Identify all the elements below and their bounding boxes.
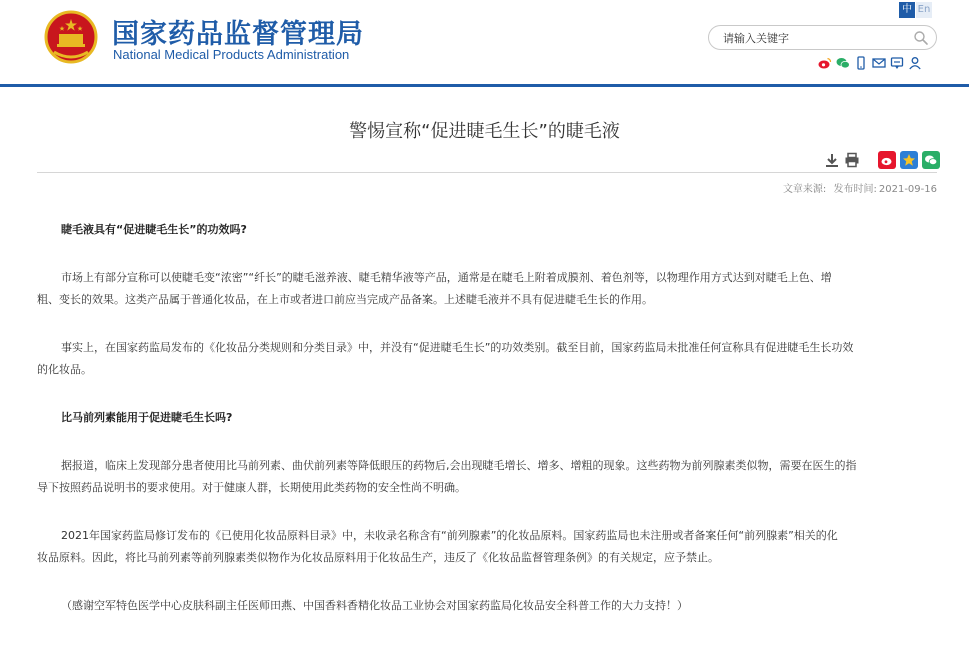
section-heading: 比马前列素能用于促进睫毛生长吗?: [61, 411, 233, 424]
share-qzone-icon[interactable]: [900, 151, 918, 169]
share-weibo-icon[interactable]: [878, 151, 896, 169]
publish-date: 2021-09-16: [878, 184, 937, 195]
date-label: 发布时间:: [833, 184, 877, 195]
download-icon[interactable]: [824, 152, 840, 168]
national-emblem-logo[interactable]: [44, 10, 98, 64]
search-icon[interactable]: [913, 30, 929, 46]
paragraph-1-line-2: 粗、变长的效果。这类产品属于普通化妆品，在上市或者进口前应当完成产品备案。上述睫毛液并不具有促进睫毛生长的作用。: [37, 293, 653, 306]
search-input[interactable]: [723, 29, 909, 47]
article-tools: [824, 151, 940, 169]
acknowledgement: （感谢空军特色医学中心皮肤科副主任医师田燕、中国香料香精化妆品工业协会对国家药监局化妆品安全科普工作的大力支持！）: [61, 599, 688, 612]
paragraph-4-line-1: 2021年国家药监局修订发布的《已使用化妆品原料目录》中，未收录名称含有“前列腺素”的化妆品原料。国家药监局也未注册或者备案任何“前列腺素”相关的化: [61, 529, 838, 542]
paragraph-1-line-1: 市场上有部分宣称可以使睫毛变“浓密”“纤长”的睫毛滋养液、睫毛精华液等产品，通常是在睫毛上附着成膜剂、着色剂等，以物理作用方式达到对睫毛上色、增: [61, 271, 832, 284]
article-body: [37, 216, 939, 617]
article-title: 警惕宣称“促进睫毛生长”的睫毛液: [349, 121, 620, 142]
paragraph-2-line-1: 事实上，在国家药监局发布的《化妆品分类规则和分类目录》中，并没有“促进睫毛生长”的功效类别。截至目前，国家药监局未批准任何宣称具有促进睫毛生长功效: [61, 341, 854, 354]
site-title-en[interactable]: National Medical Products Administration: [113, 47, 350, 62]
mail-icon[interactable]: [872, 56, 886, 70]
lang-chinese-button[interactable]: 中: [899, 2, 915, 18]
print-icon[interactable]: [844, 152, 860, 168]
mobile-icon[interactable]: [854, 56, 868, 70]
title-divider: [37, 172, 937, 173]
weibo-icon[interactable]: [818, 56, 832, 70]
lang-english-button[interactable]: En: [916, 2, 932, 18]
search-box: [708, 25, 937, 50]
site-header: [0, 0, 969, 86]
header-divider: [0, 84, 969, 87]
message-board-icon[interactable]: [890, 56, 904, 70]
paragraph-3-line-1: 据报道，临床上发现部分患者使用比马前列素、曲伏前列素等降低眼压的药物后,会出现睫毛增长、增多、增粗的现象。这些药物为前列腺素类似物，需要在医生的指: [61, 459, 857, 472]
source-label: 文章来源:: [782, 184, 827, 195]
article-meta: [779, 180, 937, 195]
paragraph-2-line-2: 的化妆品。: [37, 363, 92, 376]
header-social-links: [818, 55, 922, 71]
wechat-icon[interactable]: [836, 56, 850, 70]
user-icon[interactable]: [908, 56, 922, 70]
site-title-cn[interactable]: 国家药品监督管理局: [112, 19, 364, 50]
section-heading: 睫毛液具有“促进睫毛生长”的功效吗?: [61, 223, 247, 236]
share-wechat-icon[interactable]: [922, 151, 940, 169]
paragraph-4-line-2: 妆品原料。因此，将比马前列素等前列腺素类似物作为化妆品原料用于化妆品生产，违反了《化妆品监督管理条例》的有关规定，应予禁止。: [37, 551, 719, 564]
paragraph-3-line-2: 导下按照药品说明书的要求使用。对于健康人群，长期使用此类药物的安全性尚不明确。: [37, 481, 466, 494]
